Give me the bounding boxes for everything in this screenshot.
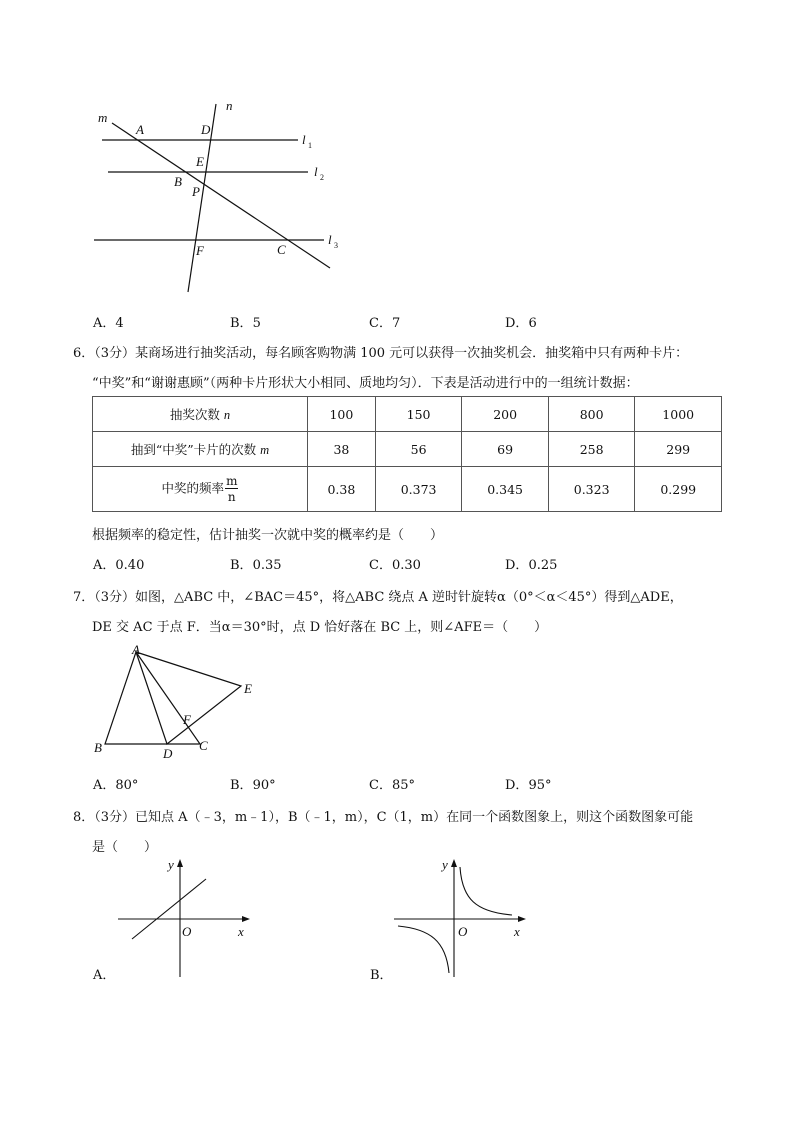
label-l3: l — [328, 232, 332, 247]
y-axis-arrow-icon — [177, 859, 183, 867]
label-y: y — [168, 857, 174, 872]
triangle-abc — [105, 652, 200, 744]
table-cell: 69 — [462, 432, 549, 467]
label-l1: l — [302, 132, 306, 147]
q7-option-d[interactable]: D．95° — [505, 778, 552, 793]
label-A: A — [136, 122, 144, 137]
q8-stem-line1: 8．（3分）已知点 A（﹣3，m﹣1），B（﹣1，m），C（1，m）在同一个函数图象上，则这个函数图象可能 — [73, 810, 694, 825]
q8-graph-a[interactable] — [112, 855, 262, 980]
q8-graph-b[interactable] — [390, 855, 540, 980]
graph-b-branch-left — [398, 926, 449, 973]
table-row — [93, 467, 722, 512]
q7-option-b[interactable]: B．90° — [230, 778, 276, 793]
q7-stem-line2: DE 交 AC 于点 F．当α＝30°时，点 D 恰好落在 BC 上，则∠AFE＝（ ） — [92, 620, 548, 635]
table-header-cell: 抽到“中奖”卡片的次数 m — [93, 432, 308, 467]
table-cell: 299 — [635, 432, 722, 467]
label-E: E — [244, 681, 252, 696]
table-row — [93, 397, 722, 432]
label-x: x — [238, 924, 244, 939]
y-axis-arrow-icon — [451, 859, 457, 867]
q6-stem-line2: “中奖”和“谢谢惠顾”（两种卡片形状大小相同、质地均匀）．下表是活动进行中的一组统计数据： — [92, 376, 639, 391]
q7-number: 7． — [73, 590, 95, 605]
table-cell: 56 — [375, 432, 462, 467]
label-m: m — [98, 110, 108, 125]
label-P: P — [192, 184, 200, 199]
table-cell: 100 — [308, 397, 376, 432]
label-D: D — [163, 746, 173, 761]
table-header-cell: 抽奖次数 n — [93, 397, 308, 432]
label-l3-sub: 3 — [334, 241, 338, 250]
label-C: C — [199, 738, 208, 753]
q6-stats-table — [92, 396, 722, 512]
q7-option-c[interactable]: C．85° — [369, 778, 415, 793]
label-F: F — [196, 243, 204, 258]
q6-option-d[interactable]: D．0.25 — [505, 558, 558, 573]
table-cell: 0.299 — [635, 467, 722, 512]
graph-a-line — [132, 879, 206, 939]
table-cell: 258 — [548, 432, 635, 467]
q6-option-c[interactable]: C．0.30 — [369, 558, 421, 573]
label-x: x — [514, 924, 520, 939]
q6-option-b[interactable]: B．0.35 — [230, 558, 282, 573]
table-cell: 0.38 — [308, 467, 376, 512]
line-m — [112, 123, 330, 268]
label-l2: l — [314, 164, 318, 179]
q6-number: 6． — [73, 346, 95, 361]
label-origin: O — [458, 924, 468, 939]
triangle-ade — [136, 652, 241, 744]
label-D: D — [201, 122, 211, 137]
label-l1-sub: 1 — [308, 141, 312, 150]
table-row — [93, 432, 722, 467]
label-n: n — [226, 98, 233, 113]
label-y: y — [442, 857, 448, 872]
q5-option-b[interactable]: B．5 — [230, 316, 261, 331]
q8-stem-line2: 是（ ） — [92, 840, 158, 855]
label-E: E — [196, 154, 204, 169]
table-cell: 150 — [375, 397, 462, 432]
label-A: A — [132, 642, 140, 657]
x-axis-arrow-icon — [518, 916, 526, 922]
fraction-m-over-n: $\frac{m}{n}$ — [226, 474, 238, 504]
table-header-cell: 中奖的频率 $\frac{m}{n}$ — [93, 467, 308, 512]
q5-figure — [88, 96, 358, 306]
x-axis-arrow-icon — [242, 916, 250, 922]
q5-option-a[interactable]: A．4 — [93, 316, 124, 331]
label-origin: O — [182, 924, 192, 939]
label-l2-sub: 2 — [320, 173, 324, 182]
q7-figure — [88, 640, 268, 765]
q5-option-d[interactable]: D．6 — [505, 316, 537, 331]
q6-option-a[interactable]: A．0.40 — [93, 558, 145, 573]
table-cell: 0.373 — [375, 467, 462, 512]
table-cell: 0.323 — [548, 467, 635, 512]
q7-option-a[interactable]: A．80° — [93, 778, 139, 793]
q7-stem-line1: 7．（3分）如图，△ABC 中，∠BAC＝45°，将△ABC 绕点 A 逆时针旋转α（0°＜α＜45°）得到△ADE， — [73, 590, 683, 605]
table-cell: 0.345 — [462, 467, 549, 512]
label-B: B — [174, 174, 182, 189]
table-cell: 200 — [462, 397, 549, 432]
q6-stem-line1: 6．（3分）某商场进行抽奖活动，每名顾客购物满 100 元可以获得一次抽奖机会．抽奖箱中只有两种卡片： — [73, 346, 689, 361]
q8-option-b[interactable]: B． — [370, 968, 393, 983]
q6-score: （3分） — [94, 346, 136, 361]
q8-option-a[interactable]: A． — [93, 968, 116, 983]
table-cell: 1000 — [635, 397, 722, 432]
q8-number: 8． — [73, 810, 95, 825]
graph-b-branch-right — [460, 867, 512, 915]
label-B: B — [94, 740, 102, 755]
label-C: C — [277, 242, 286, 257]
q6-question: 根据频率的稳定性，估计抽奖一次就中奖的概率约是（ ） — [92, 528, 444, 543]
q5-option-c[interactable]: C．7 — [369, 316, 401, 331]
table-cell: 38 — [308, 432, 376, 467]
label-F: F — [183, 712, 191, 727]
table-cell: 800 — [548, 397, 635, 432]
